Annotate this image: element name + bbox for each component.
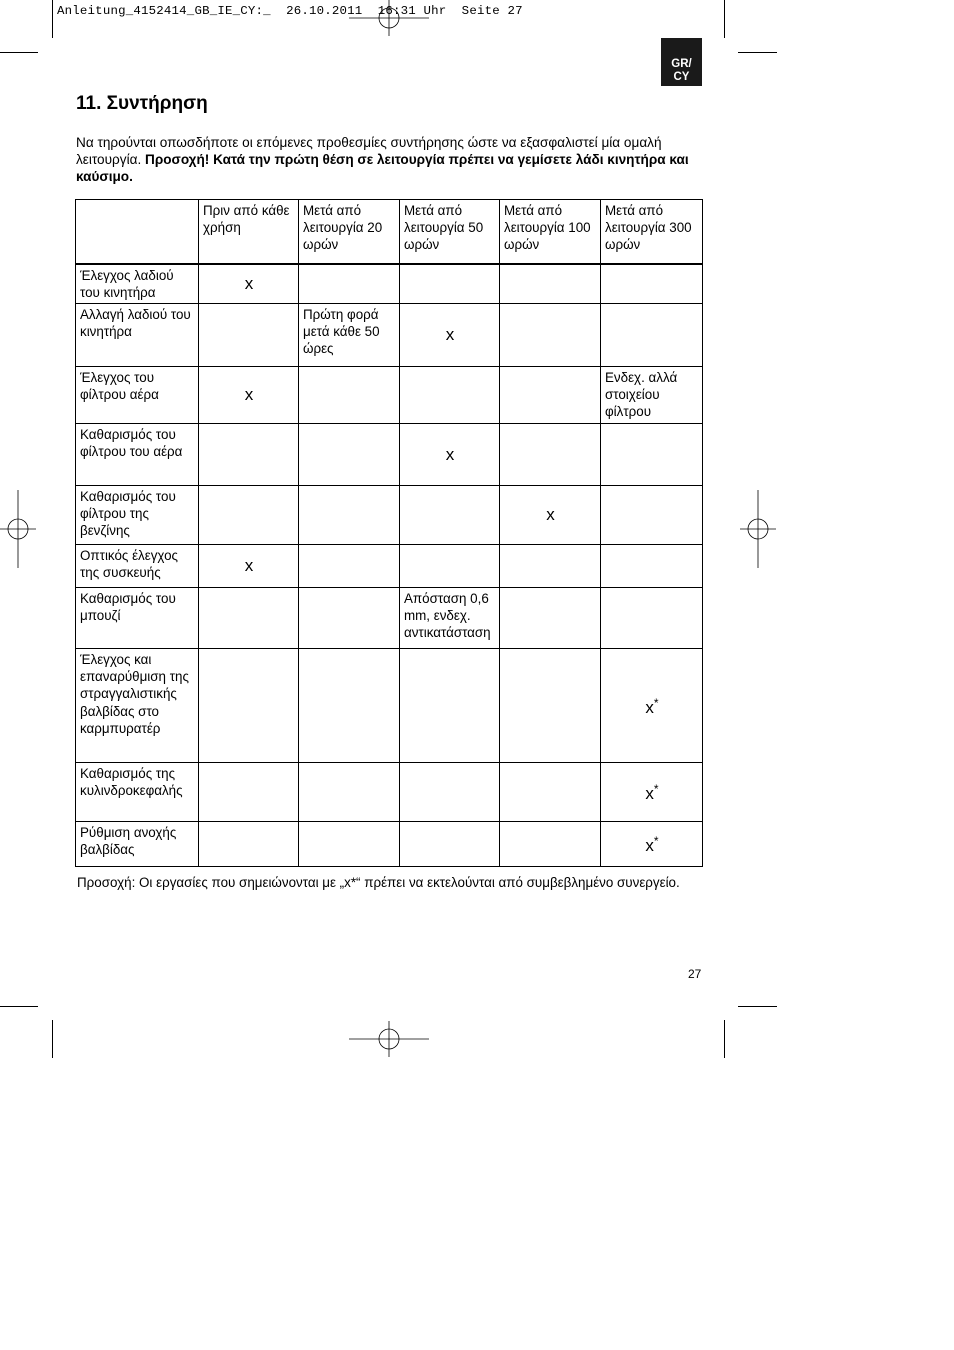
interval-cell <box>199 303 299 366</box>
interval-cell <box>299 485 400 544</box>
header-cell <box>76 200 199 264</box>
interval-cell <box>199 821 299 866</box>
crop-mark <box>52 1020 53 1058</box>
interval-cell <box>400 648 500 762</box>
table-row <box>76 423 703 485</box>
interval-cell <box>601 423 703 485</box>
task-cell: Αλλαγή λαδιού του κινητήρα <box>76 303 199 366</box>
interval-cell: x <box>199 544 299 587</box>
interval-cell <box>500 762 601 821</box>
interval-cell <box>601 264 703 304</box>
interval-cell <box>299 544 400 587</box>
language-tab-line1: GR/ <box>671 58 692 70</box>
print-header: Anleitung_4152414_GB_IE_CY:_ 26.10.2011 16:31 Uhr Seite 27 <box>57 4 523 18</box>
header-cell: Μετά από λειτουργία 100 ωρών <box>500 200 601 264</box>
interval-cell <box>601 485 703 544</box>
interval-cell: Ενδεχ. αλλά στοιχείου φίλτρου <box>601 366 703 423</box>
interval-cell <box>199 762 299 821</box>
header-cell: Μετά από λειτουργία 50 ωρών <box>400 200 500 264</box>
section-title: 11. Συντήρηση <box>76 93 208 114</box>
interval-cell <box>400 485 500 544</box>
interval-cell <box>500 821 601 866</box>
interval-cell: Πρώτη φορά μετά κάθε 50 ώρες <box>299 303 400 366</box>
interval-cell <box>500 648 601 762</box>
task-cell: Καθαρισμός του φίλτρου της βενζίνης <box>76 485 199 544</box>
interval-cell: x* <box>601 821 703 866</box>
interval-cell <box>400 544 500 587</box>
interval-cell: x <box>199 264 299 304</box>
interval-cell: Απόσταση 0,6 mm, ενδεχ. αντικατάσταση <box>400 587 500 648</box>
footnote: Προσοχή: Οι εργασίες που σημειώνονται με „x*“ πρέπει να εκτελούνται από συμβεβλημένο συνεργείο. <box>77 875 680 890</box>
interval-cell: x <box>400 303 500 366</box>
table-row <box>76 821 703 866</box>
interval-cell <box>500 366 601 423</box>
registration-mark <box>740 490 778 568</box>
table-row <box>76 264 703 304</box>
interval-cell <box>400 366 500 423</box>
interval-cell <box>500 423 601 485</box>
interval-cell: x* <box>601 648 703 762</box>
table-row <box>76 366 703 423</box>
interval-cell <box>299 423 400 485</box>
intro-warning: Προσοχή! Κατά την πρώτη θέση σε λειτουργία πρέπει να γεμίσετε λάδι κινητήρα και καύσιμο. <box>76 152 689 185</box>
interval-cell <box>500 587 601 648</box>
interval-cell <box>199 587 299 648</box>
interval-cell <box>400 264 500 304</box>
table-row <box>76 648 703 762</box>
interval-cell <box>299 762 400 821</box>
interval-cell <box>299 648 400 762</box>
interval-cell: x* <box>601 762 703 821</box>
page-number: 27 <box>688 967 702 981</box>
language-tab-line2: CY <box>673 71 690 83</box>
interval-cell <box>500 264 601 304</box>
interval-cell <box>299 587 400 648</box>
intro-paragraph <box>76 134 716 186</box>
interval-cell <box>400 821 500 866</box>
task-cell: Ρύθμιση ανοχής βαλβίδας <box>76 821 199 866</box>
table-row <box>76 485 703 544</box>
crop-mark <box>724 1020 725 1058</box>
task-cell: Καθαρισμός του φίλτρου του αέρα <box>76 423 199 485</box>
crop-mark <box>724 0 725 38</box>
interval-cell <box>601 587 703 648</box>
table-row <box>76 762 703 821</box>
task-cell: Οπτικός έλεγχος της συσκευής <box>76 544 199 587</box>
task-cell: Έλεγχος του φίλτρου αέρα <box>76 366 199 423</box>
interval-cell <box>199 485 299 544</box>
interval-cell <box>601 303 703 366</box>
interval-cell <box>601 544 703 587</box>
crop-mark <box>738 52 777 53</box>
header-cell: Μετά από λειτουργία 300 ωρών <box>601 200 703 264</box>
interval-cell <box>299 366 400 423</box>
registration-mark <box>349 1019 429 1059</box>
asterisk-mark: * <box>653 695 659 710</box>
interval-cell <box>299 821 400 866</box>
table-row <box>76 587 703 648</box>
interval-cell <box>199 423 299 485</box>
task-cell: Καθαρισμός του μπουζί <box>76 587 199 648</box>
crop-mark <box>0 52 38 53</box>
crop-mark <box>0 1006 38 1007</box>
interval-cell: x <box>500 485 601 544</box>
crop-mark <box>738 1006 777 1007</box>
language-tab <box>661 38 702 86</box>
task-cell: Καθαρισμός της κυλινδροκεφαλής <box>76 762 199 821</box>
interval-cell <box>500 303 601 366</box>
header-cell: Μετά από λειτουργία 20 ωρών <box>299 200 400 264</box>
interval-cell: x <box>400 423 500 485</box>
asterisk-mark: * <box>653 782 659 797</box>
interval-cell <box>500 544 601 587</box>
intro-text: Να τηρούνται οπωσδήποτε οι επόμενες προθεσμίες συντήρησης ώστε να εξασφαλιστεί μία ομαλή λειτουργία. <box>76 135 662 168</box>
interval-cell <box>199 648 299 762</box>
registration-mark <box>0 490 38 568</box>
table-row <box>76 303 703 366</box>
registration-mark <box>349 0 429 40</box>
table-header-row <box>76 200 703 264</box>
interval-cell <box>400 762 500 821</box>
task-cell: Έλεγχος και επαναρύθμιση της στραγγαλιστικής βαλβίδας στο καρμπυρατέρ <box>76 648 199 762</box>
header-cell: Πριν από κάθε χρήση <box>199 200 299 264</box>
interval-cell <box>299 264 400 304</box>
table-row <box>76 544 703 587</box>
asterisk-mark: * <box>653 834 659 849</box>
task-cell: Έλεγχος λαδιού του κινητήρα <box>76 264 199 304</box>
crop-mark <box>52 0 53 38</box>
maintenance-table <box>75 199 703 867</box>
interval-cell: x <box>199 366 299 423</box>
